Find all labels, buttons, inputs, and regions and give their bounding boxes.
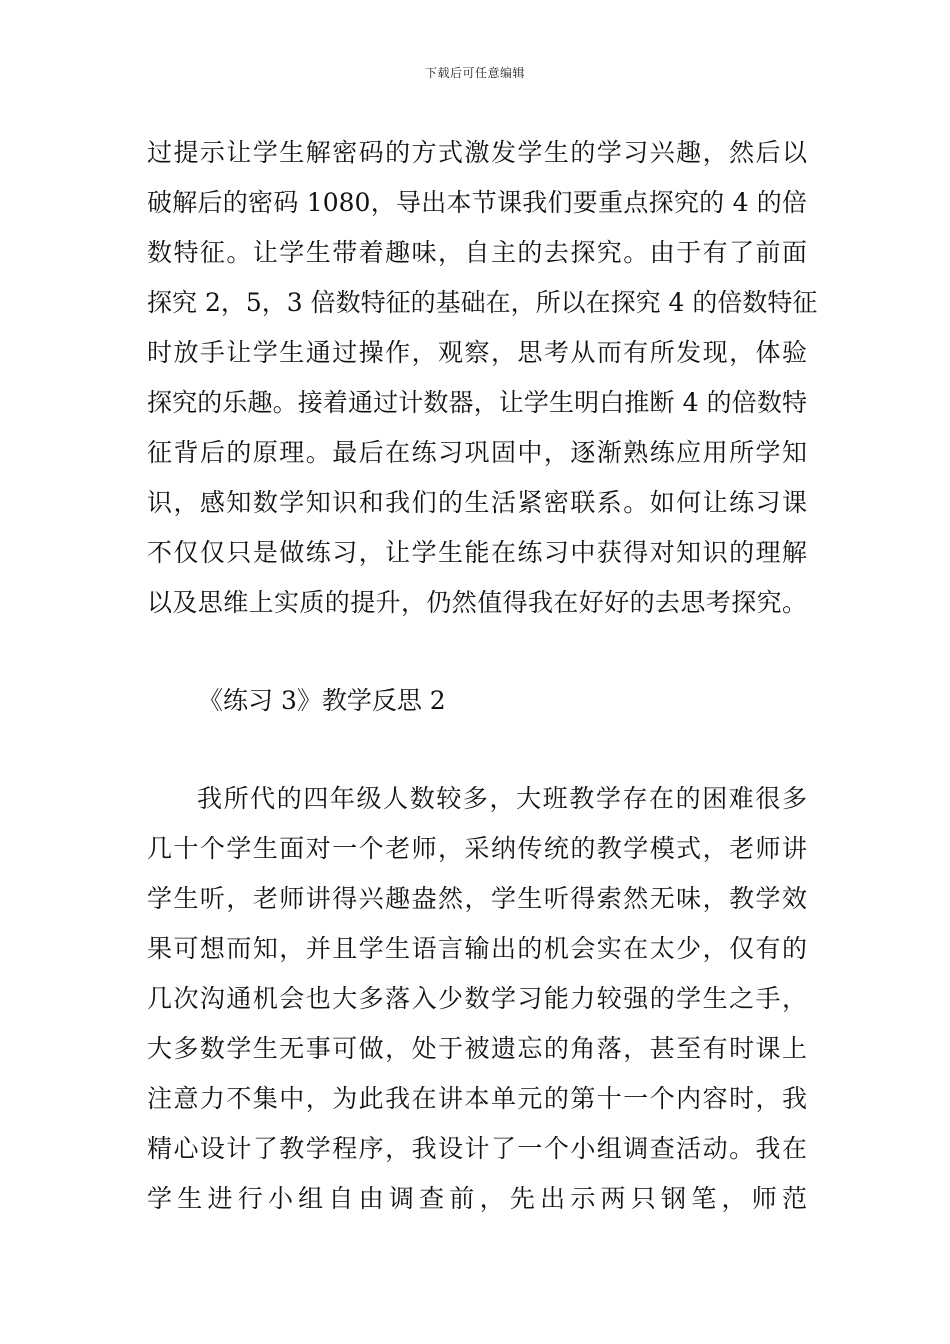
text-line: 以及思维上实质的提升，仍然值得我在好好的去思考探究。 [147, 588, 807, 617]
text-line: 学生听，老师讲得兴趣盎然，学生听得索然无味，教学效 [147, 884, 807, 913]
text-line: 学生进行小组自由调查前，先出示两只钢笔，师范 [147, 1184, 807, 1213]
text-line: 数特征。让学生带着趣味，自主的去探究。由于有了前面 [147, 238, 807, 267]
page-header: 下载后可任意编辑 [424, 66, 525, 80]
text-line: 我所代的四年级人数较多，大班教学存在的困难很多 [197, 784, 807, 813]
text-line: 探究 2，5，3 倍数特征的基础在，所以在探究 4 的倍数特征 [147, 288, 818, 317]
section-heading: 《练习 3》教学反思 2 [198, 686, 446, 715]
text-line: 过提示让学生解密码的方式激发学生的学习兴趣，然后以 [147, 138, 807, 167]
text-line: 探究的乐趣。接着通过计数器，让学生明白推断 4 的倍数特 [147, 388, 807, 417]
text-line: 几次沟通机会也大多落入少数学习能力较强的学生之手， [147, 984, 807, 1013]
text-line: 不仅仅只是做练习，让学生能在练习中获得对知识的理解 [147, 538, 807, 567]
text-line: 时放手让学生通过操作，观察，思考从而有所发现，体验 [147, 338, 807, 367]
text-line: 注意力不集中，为此我在讲本单元的第十一个内容时，我 [147, 1084, 807, 1113]
text-line: 果可想而知，并且学生语言输出的机会实在太少，仅有的 [147, 934, 807, 963]
text-line: 精心设计了教学程序，我设计了一个小组调查活动。我在 [147, 1134, 807, 1163]
text-line: 破解后的密码 1080，导出本节课我们要重点探究的 4 的倍 [147, 188, 807, 217]
text-line: 征背后的原理。最后在练习巩固中，逐渐熟练应用所学知 [147, 438, 807, 467]
text-line: 识，感知数学知识和我们的生活紧密联系。如何让练习课 [147, 488, 807, 517]
text-line: 大多数学生无事可做，处于被遗忘的角落，甚至有时课上 [147, 1034, 807, 1063]
text-line: 几十个学生面对一个老师，采纳传统的教学模式，老师讲 [147, 834, 807, 863]
